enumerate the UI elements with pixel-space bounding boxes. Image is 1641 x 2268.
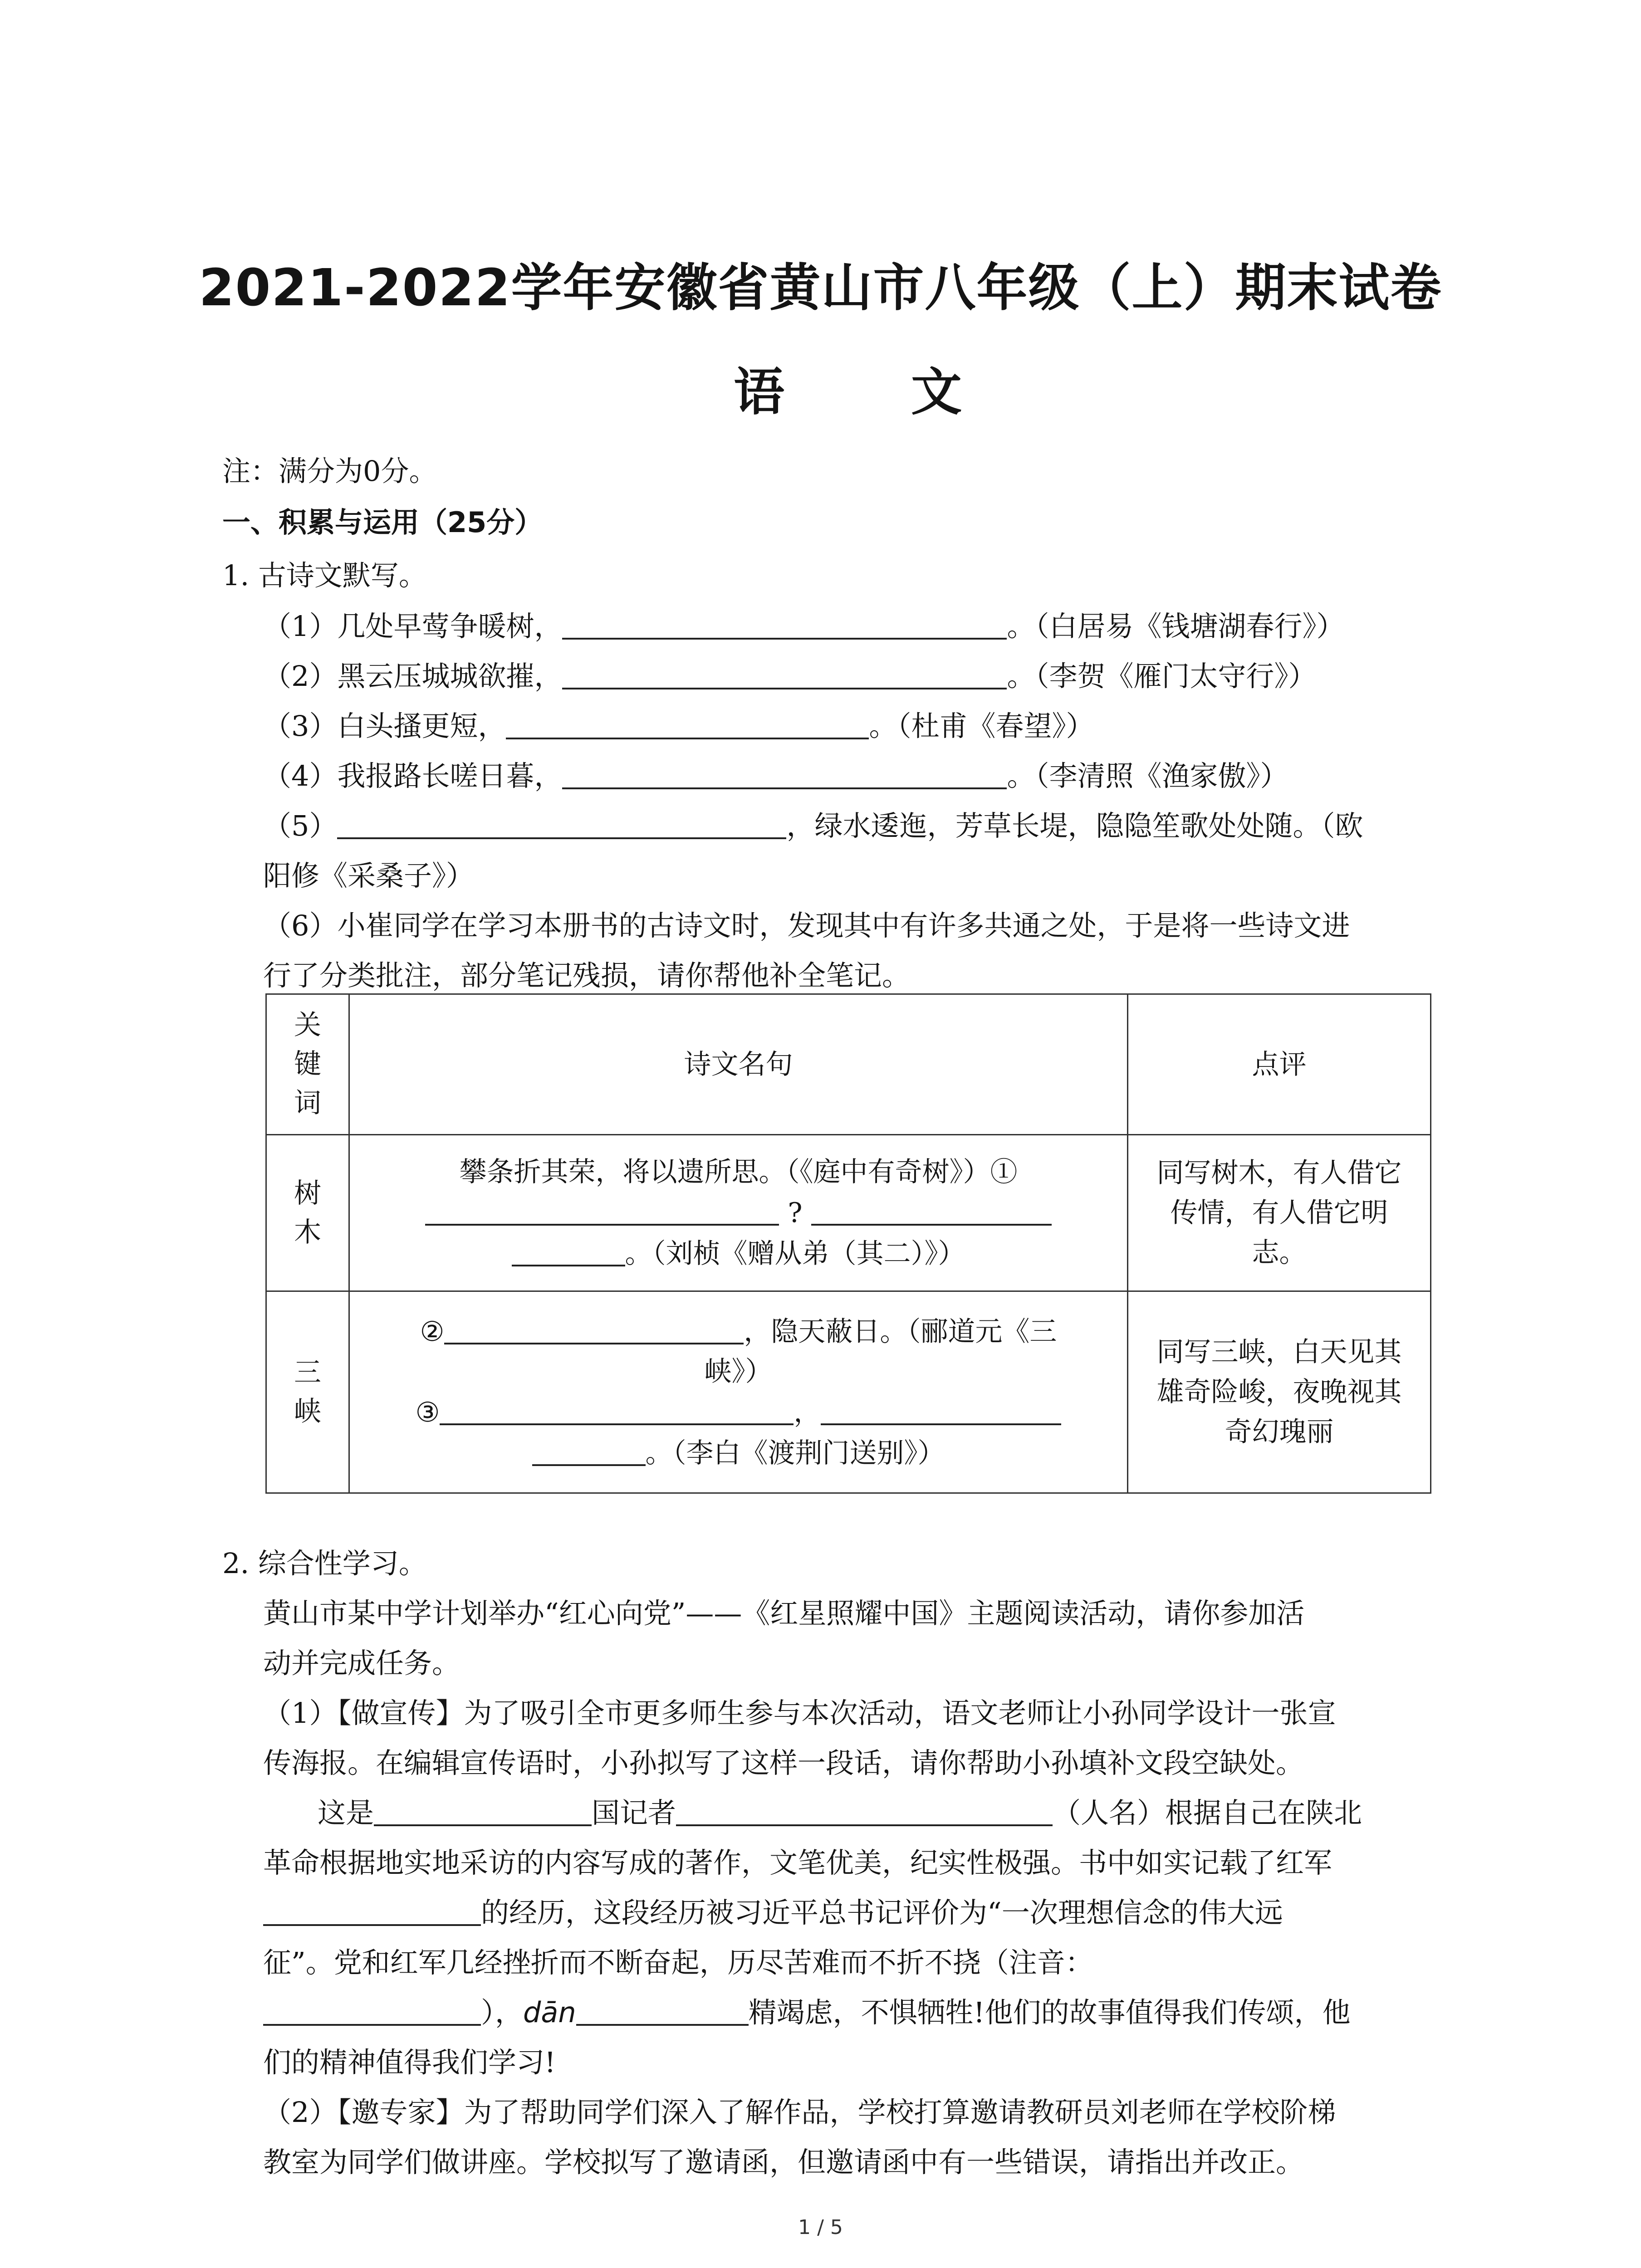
- question-1-stem: 1. 古诗文默写。: [222, 559, 427, 592]
- keyword-cell: 树木: [266, 1135, 349, 1291]
- answer-blank[interactable]: [506, 706, 869, 739]
- answer-blank[interactable]: [374, 1793, 592, 1826]
- task-1-line-1: （1）【做宣传】为了吸引全市更多师生参与本次活动，语文老师让小孙同学设计一张宣: [263, 1696, 1336, 1730]
- task-2-line-1: （2）【邀专家】为了帮助同学们深入了解作品，学校打算邀请教研员刘老师在学校阶梯: [263, 2096, 1336, 2129]
- recitation-item-3: （3）白头搔更短， 。（杜甫《春望》）: [263, 702, 1094, 751]
- answer-blank[interactable]: [811, 1192, 1052, 1226]
- recitation-item-5-continued: 阳修《采桑子》）: [263, 859, 475, 892]
- answer-blank[interactable]: [337, 806, 786, 839]
- item-6-line-2: 行了分类批注，部分笔记残损，请你帮他补全笔记。: [263, 959, 911, 992]
- task-2-line-2: 教室为同学们做讲座。学校拟写了邀请函，但邀请函中有一些错误，请指出并改正。: [263, 2146, 1304, 2179]
- answer-blank[interactable]: [821, 1392, 1061, 1425]
- answer-blank[interactable]: [425, 1192, 779, 1226]
- comment-cell: 同写三峡，白天见其 雄奇险峻，夜晚视其 奇幻瑰丽: [1128, 1291, 1431, 1493]
- answer-blank[interactable]: [263, 1992, 481, 2026]
- pinyin-hint: dān: [523, 1996, 576, 2029]
- page-number: 1 / 5: [798, 2216, 843, 2239]
- lines-cell: ② ，隐天蔽日。（郦道元《三 峡》） ③ ， 。（李白《渡荆门送别》）: [349, 1291, 1128, 1493]
- task-1-line-2: 传海报。在编辑宣传语时，小孙拟写了这样一段话，请你帮助小孙填补文段空缺处。: [263, 1746, 1304, 1779]
- header-lines: 诗文名句: [349, 994, 1128, 1135]
- answer-blank[interactable]: [263, 1892, 481, 1926]
- fill-line-4: 征”。党和红军几经挫折而不断奋起，历尽苦难而不折不挠（注音：: [263, 1946, 1093, 1979]
- answer-blank[interactable]: [676, 1793, 1053, 1826]
- fill-line-3: 的经历，这段经历被习近平总书记评价为“一次理想信念的伟大远: [263, 1888, 1283, 1937]
- header-comment: 点评: [1128, 994, 1431, 1135]
- recitation-item-1: （1）几处早莺争暖树， 。（白居易《钱塘湖春行》）: [263, 602, 1344, 651]
- score-note: 注：满分为0分。: [222, 455, 437, 488]
- answer-blank[interactable]: [562, 756, 1007, 789]
- exam-title: 2021-2022学年安徽省黄山市八年级（上）期末试卷: [199, 259, 1442, 318]
- answer-blank[interactable]: [440, 1392, 794, 1425]
- item-6-line-1: （6）小崔同学在学习本册书的古诗文时，发现其中有许多共通之处，于是将一些诗文进: [263, 909, 1350, 942]
- answer-blank[interactable]: [576, 1992, 749, 2026]
- recitation-item-4: （4）我报路长嗟日暮， 。（李清照《渔家傲》）: [263, 752, 1288, 801]
- fill-line-1: 这是 国记者 （人名）根据自己在陕北: [318, 1789, 1362, 1838]
- recitation-item-2: （2）黑云压城城欲摧， 。（李贺《雁门太守行》）: [263, 652, 1316, 701]
- table-header-row: [266, 994, 1431, 1135]
- fill-line-6: 们的精神值得我们学习!: [263, 2046, 556, 2079]
- section-heading: 一、积累与运用（25分）: [222, 506, 543, 539]
- question-2-stem: 2. 综合性学习。: [222, 1547, 427, 1580]
- recitation-item-5: （5） ，绿水逶迤，芳草长堤，隐隐笙歌处处随。（欧: [263, 802, 1363, 850]
- answer-blank[interactable]: [532, 1432, 646, 1466]
- q2-intro-line-2: 动并完成任务。: [263, 1647, 460, 1680]
- lines-cell: 攀条折其荣，将以遗所思。（《庭中有奇树》）① ? 。（刘桢《赠从弟（其二）》）: [349, 1135, 1128, 1291]
- q2-intro-line-1: 黄山市某中学计划举办“红心向党”——《红星照耀中国》主题阅读活动，请你参加活: [263, 1597, 1305, 1630]
- subject-title: 语 文: [734, 363, 1016, 422]
- comment-cell: 同写树木，有人借它 传情，有人借它明 志。: [1128, 1135, 1431, 1291]
- table-row: [266, 1135, 1431, 1291]
- answer-blank[interactable]: [444, 1311, 744, 1344]
- header-keyword: 关键词: [266, 994, 349, 1135]
- answer-blank[interactable]: [512, 1233, 625, 1266]
- table-row: [266, 1291, 1431, 1493]
- notes-table: [265, 993, 1431, 1494]
- answer-blank[interactable]: [562, 656, 1007, 689]
- fill-line-2: 革命根据地实地采访的内容写成的著作，文笔优美，纪实性极强。书中如实记载了红军: [263, 1846, 1332, 1879]
- fill-line-5: ），dān 精竭虑，不惧牺牲!他们的故事值得我们传颂，他: [263, 1988, 1351, 2037]
- keyword-cell: 三峡: [266, 1291, 349, 1493]
- answer-blank[interactable]: [562, 606, 1007, 640]
